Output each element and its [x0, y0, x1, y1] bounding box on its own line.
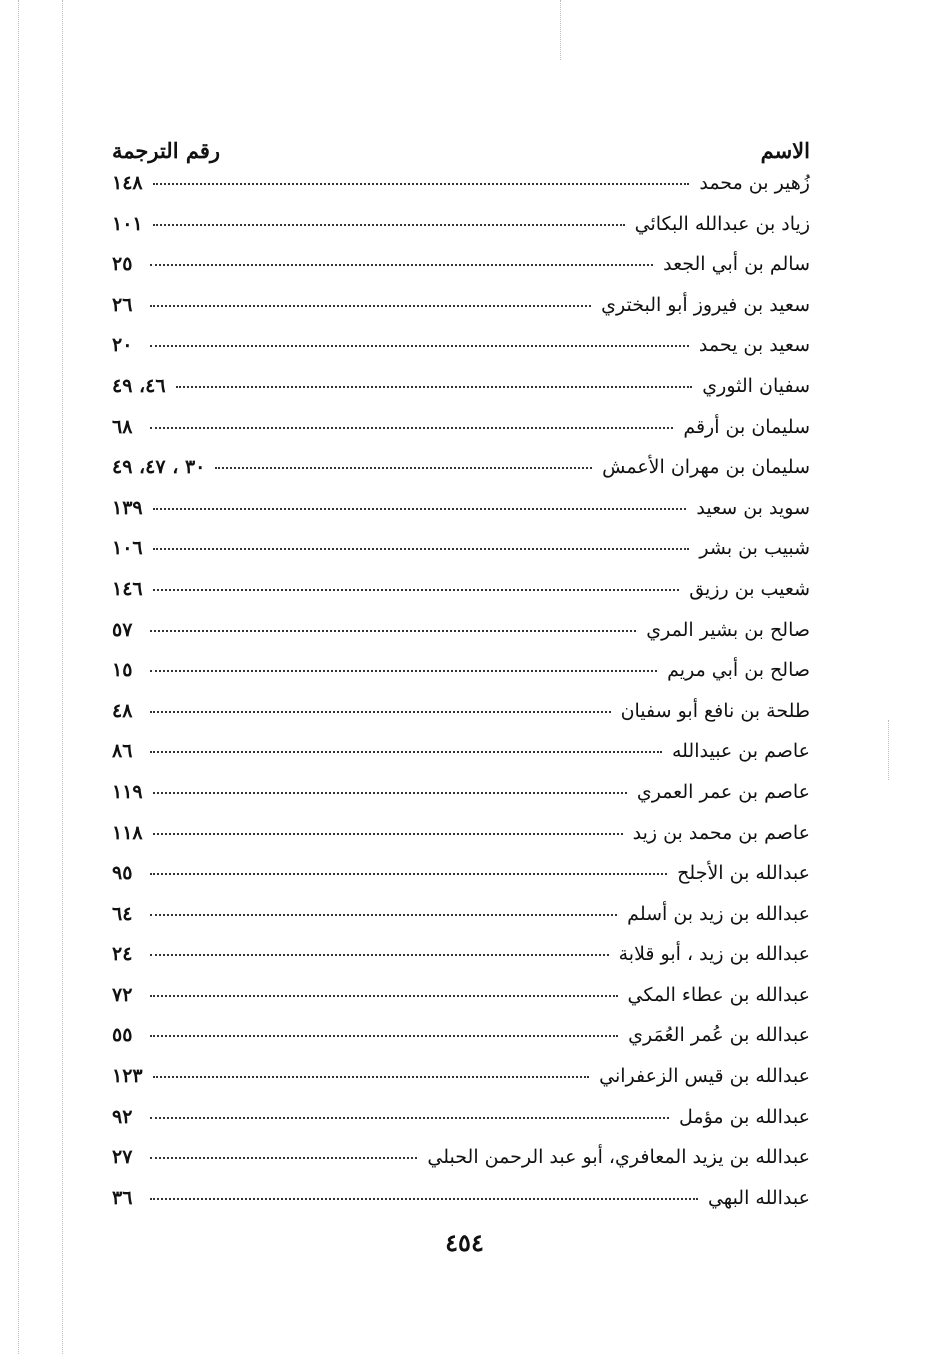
index-entry — [112, 862, 810, 903]
scan-edge-line-right — [888, 720, 889, 780]
entry-name: شبيب بن بشر — [699, 537, 810, 560]
dot-leader — [150, 630, 636, 632]
dot-leader — [150, 751, 662, 753]
dot-leader — [150, 670, 657, 672]
index-entry — [112, 1106, 810, 1147]
page-number: ٤٥٤ — [445, 1228, 484, 1257]
number-column-header: رقم الترجمة — [112, 138, 221, 163]
dot-leader — [150, 305, 591, 307]
entry-name: شعيب بن رزيق — [689, 577, 810, 600]
index-header — [112, 138, 810, 172]
index-entry — [112, 619, 810, 660]
index-entry — [112, 781, 810, 822]
index-entry — [112, 984, 810, 1025]
entry-number: ٥٥ — [112, 1024, 133, 1047]
scan-edge-line-left-inner — [62, 0, 63, 1354]
dot-leader — [150, 427, 673, 429]
index-entry — [112, 1024, 810, 1065]
dot-leader — [153, 548, 690, 550]
entry-name: زياد بن عبدالله البكائي — [634, 212, 810, 235]
dot-leader — [150, 914, 617, 916]
index-entry — [112, 334, 810, 375]
entry-number: ٧٢ — [112, 983, 133, 1006]
entry-name: سويد بن سعيد — [696, 496, 810, 519]
entry-name: سليمان بن أرقم — [683, 415, 810, 438]
entry-number: ١١٩ — [112, 780, 143, 803]
index-entry — [112, 740, 810, 781]
index-entry — [112, 1146, 810, 1187]
index-entry — [112, 213, 810, 254]
index-entry — [112, 578, 810, 619]
index-entry — [112, 659, 810, 700]
entry-number: ٤٦، ٤٩ — [112, 374, 166, 397]
entry-name: زُهير بن محمد — [699, 172, 810, 194]
entry-number: ٢٦ — [112, 293, 133, 316]
entry-name: عبدالله بن زيد ، أبو قلابة — [618, 943, 810, 966]
entry-number: ١٤٨ — [112, 172, 143, 194]
dot-leader — [153, 508, 687, 510]
dot-leader — [176, 386, 693, 388]
entry-number: ١٣٩ — [112, 496, 143, 519]
index-page — [112, 138, 810, 1227]
entry-name: سالم بن أبي الجعد — [663, 253, 810, 276]
index-entry — [112, 943, 810, 984]
entry-number: ١١٨ — [112, 821, 143, 844]
index-entry — [112, 172, 810, 213]
entry-number: ٦٨ — [112, 415, 133, 438]
entry-number: ٩٥ — [112, 862, 133, 885]
entry-number: ٢٧ — [112, 1146, 133, 1169]
index-entry — [112, 822, 810, 863]
entry-name: سعيد بن يحمد — [698, 334, 810, 357]
dot-leader — [150, 954, 609, 956]
entry-number: ٢٠ — [112, 334, 133, 357]
entry-number: ٢٤ — [112, 943, 133, 966]
dot-leader — [215, 467, 592, 469]
entry-number: ١٢٣ — [112, 1065, 143, 1088]
entry-name: عبدالله بن مؤمل — [679, 1105, 810, 1128]
entry-name: سفيان الثوري — [702, 374, 810, 397]
entry-name: عبدالله بن الأجلح — [677, 862, 810, 885]
dot-leader — [153, 1076, 589, 1078]
entry-number: ٢٥ — [112, 253, 133, 276]
entry-number: ٥٧ — [112, 618, 133, 641]
dot-leader — [150, 1198, 698, 1200]
entry-name: طلحة بن نافع أبو سفيان — [620, 699, 810, 722]
entry-name: عبدالله بن قيس الزعفراني — [599, 1065, 810, 1088]
dot-leader — [150, 345, 689, 347]
dot-leader — [153, 833, 623, 835]
entry-name: عبدالله بن عطاء المكي — [627, 983, 810, 1006]
entry-name: عاصم بن عبيدالله — [671, 740, 810, 763]
entry-number: ٤٨ — [112, 699, 133, 722]
scan-edge-line-left — [18, 0, 19, 1354]
entry-number: ١٥ — [112, 659, 133, 682]
index-list — [112, 172, 810, 1227]
entry-number: ١٠١ — [112, 212, 143, 235]
dot-leader — [150, 1035, 618, 1037]
entry-number: ١٠٦ — [112, 537, 143, 560]
index-entry — [112, 375, 810, 416]
entry-name: سليمان بن مهران الأعمش — [602, 456, 810, 479]
name-column-header: الاسم — [760, 138, 810, 163]
dot-leader — [150, 711, 611, 713]
dot-leader — [153, 589, 680, 591]
dot-leader — [150, 1157, 417, 1159]
entry-name: صالح بن أبي مريم — [667, 659, 810, 682]
entry-name: عبدالله بن زيد بن أسلم — [627, 902, 810, 925]
dot-leader — [150, 1117, 669, 1119]
dot-leader — [150, 995, 618, 997]
entry-number: ٣٦ — [112, 1186, 133, 1209]
index-entry — [112, 416, 810, 457]
index-entry — [112, 1065, 810, 1106]
entry-name: عاصم بن عمر العمري — [636, 780, 810, 803]
index-entry — [112, 700, 810, 741]
dot-leader — [153, 792, 627, 794]
scan-edge-line-top — [560, 0, 561, 60]
index-entry — [112, 537, 810, 578]
entry-name: عبدالله البهي — [707, 1186, 810, 1209]
entry-number: ٩٢ — [112, 1105, 133, 1128]
index-entry — [112, 497, 810, 538]
entry-number: ١٤٦ — [112, 577, 143, 600]
index-entry — [112, 253, 810, 294]
entry-number: ٣٠ ، ٤٧، ٤٩ — [112, 456, 206, 479]
index-entry — [112, 456, 810, 497]
index-entry — [112, 903, 810, 944]
entry-name: عاصم بن محمد بن زيد — [632, 821, 810, 844]
dot-leader — [150, 873, 667, 875]
index-entry — [112, 1187, 810, 1228]
entry-name: سعيد بن فيروز أبو البختري — [601, 293, 810, 316]
dot-leader — [153, 183, 690, 185]
entry-number: ٨٦ — [112, 740, 133, 763]
entry-name: عبدالله بن عُمر العُمَري — [628, 1024, 810, 1047]
entry-name: عبدالله بن يزيد المعافري، أبو عبد الرحمن الحبلي — [427, 1146, 810, 1169]
dot-leader — [153, 224, 625, 226]
entry-number: ٦٤ — [112, 902, 133, 925]
index-entry — [112, 294, 810, 335]
dot-leader — [150, 264, 653, 266]
entry-name: صالح بن بشير المري — [646, 618, 810, 641]
